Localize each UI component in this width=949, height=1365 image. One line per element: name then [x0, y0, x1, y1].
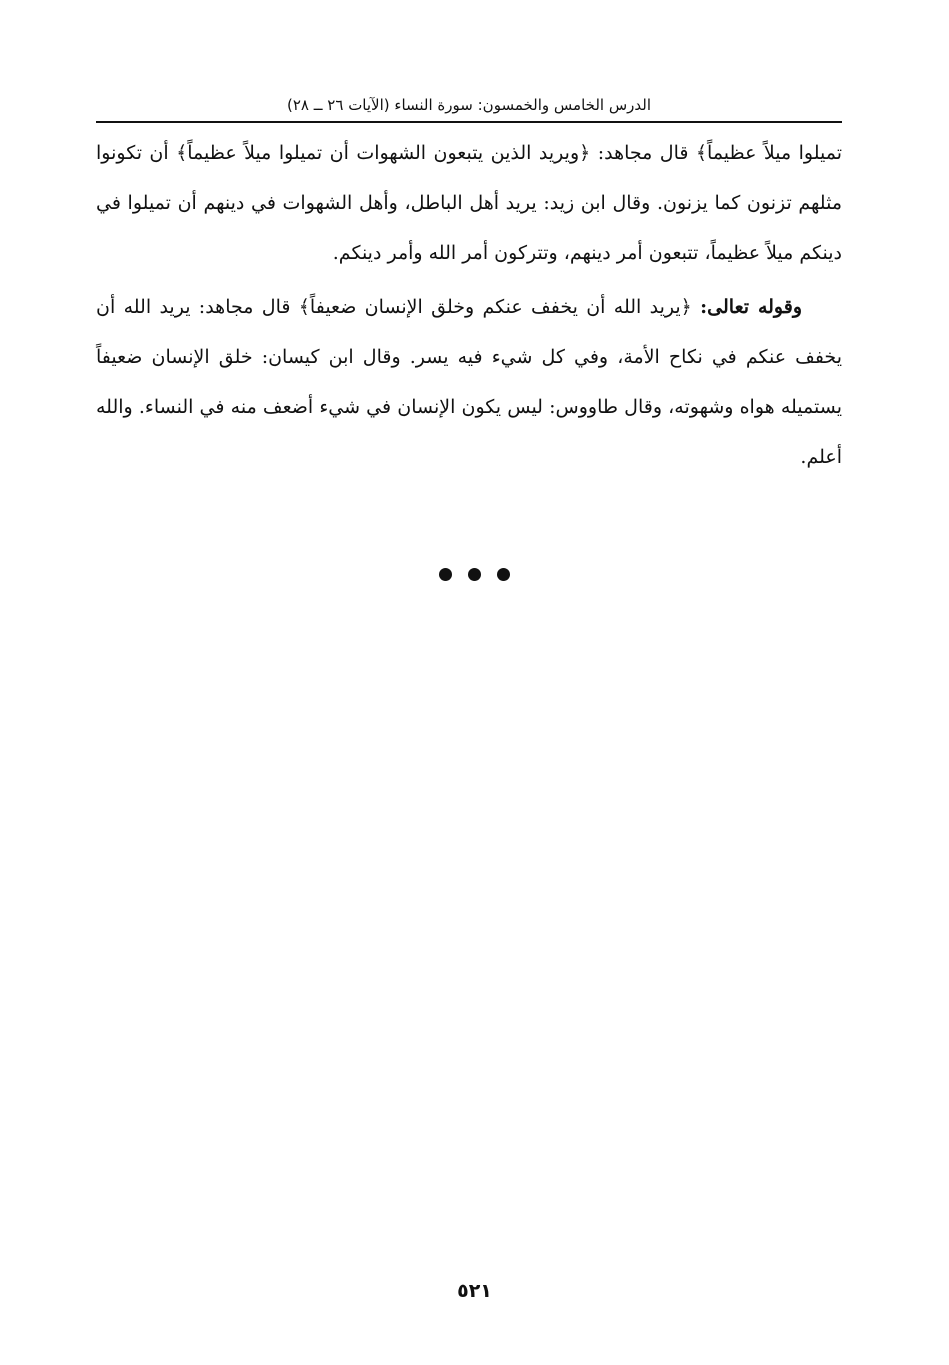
ornament-dot	[439, 568, 452, 581]
body-text	[96, 128, 842, 482]
page-number: ٥٢١	[457, 1280, 492, 1302]
section-end-ornament	[0, 568, 949, 582]
paragraph-1-text: تميلوا ميلاً عظيماً﴾ قال مجاهد: ﴿ويريد الذين يتبعون الشهوات أن تميلوا ميلاً عظيماً﴾ أن تكونوا مثلهم تزنون كما يزنون. وقال ابن زيد: يريد أهل الباطل، وأهل الشهوات في دينهم أن تميلوا في دينكم ميلاً عظيماً، تتبعون أمر دينهم، وتتركون أمر الله وأمر دينكم.	[96, 142, 842, 264]
ornament-dot	[497, 568, 510, 581]
header-rule	[96, 121, 842, 123]
paragraph-1	[96, 128, 842, 278]
ornament-dot	[468, 568, 481, 581]
paragraph-2-lead: وقوله تعالى:	[700, 296, 802, 318]
paragraph-2	[96, 282, 842, 482]
paragraph-2-text: ﴿يريد الله أن يخفف عنكم وخلق الإنسان ضعيفاً﴾ قال مجاهد: يريد الله أن يخفف عنكم في نكاح الأمة، وفي كل شيء فيه يسر. وقال ابن كيسان: خلق الإنسان ضعيفاً يستميله هواه وشهوته، وقال طاووس: ليس يكون الإنسان في شيء أضعف منه في النساء. والله أعلم.	[96, 296, 842, 468]
running-header: الدرس الخامس والخمسون: سورة النساء (الآيات ٢٦ ــ ٢٨)	[286, 96, 652, 114]
